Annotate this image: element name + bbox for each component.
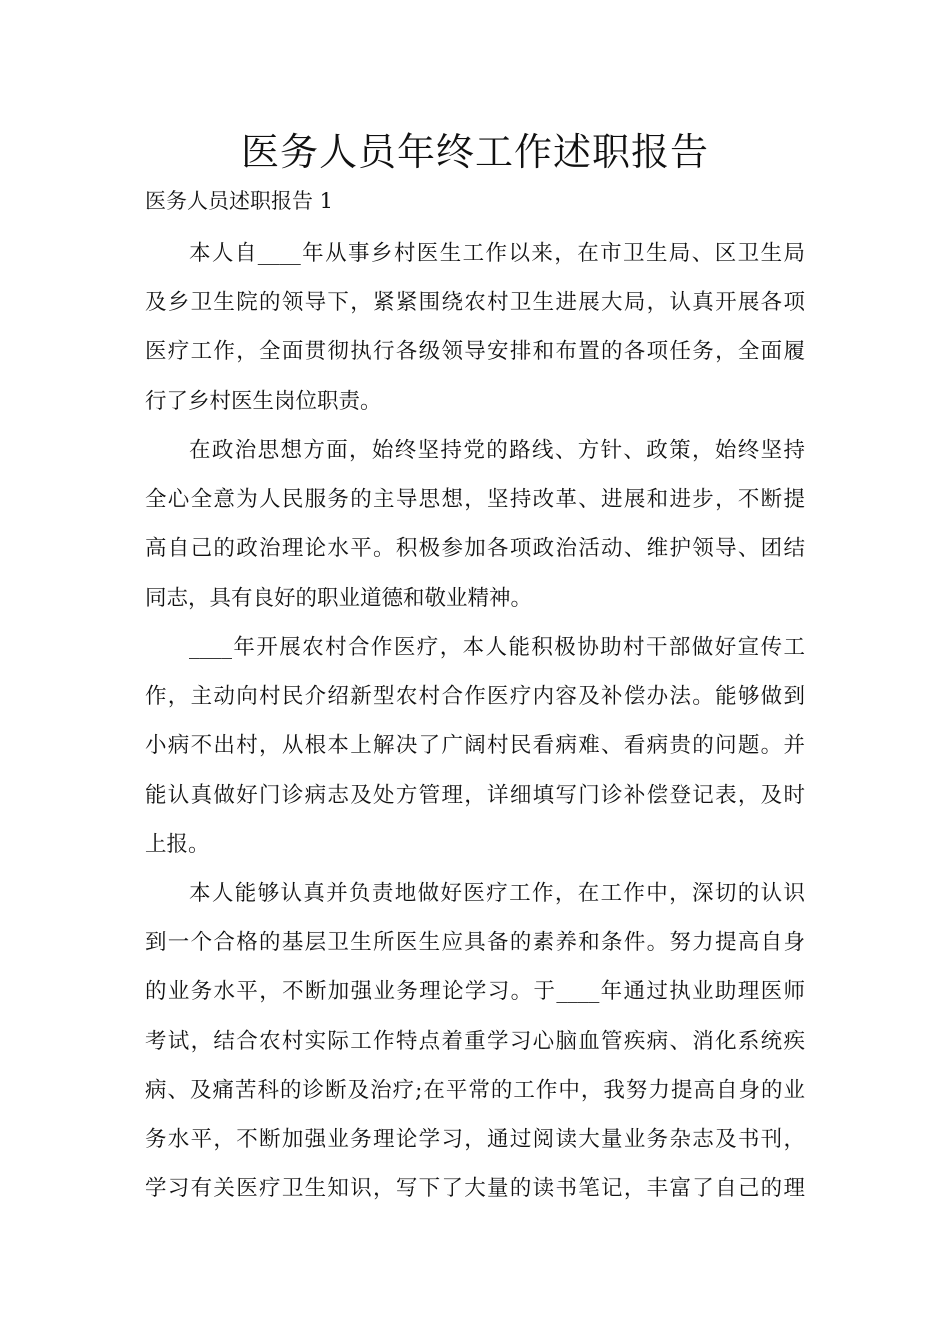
paragraph-line: 及乡卫生院的领导下，紧紧围绕农村卫生进展大局，认真开展各项 [145, 290, 805, 316]
paragraph-1 [145, 229, 805, 426]
paragraph-line: 的业务水平，不断加强业务理论学习。于____年通过执业助理医师 [145, 979, 805, 1005]
paragraph-line: 本人自____年从事乡村医生工作以来，在市卫生局、区卫生局 [189, 241, 805, 266]
paragraph-line: 全心全意为人民服务的主导思想，坚持改革、进展和进步，不断提 [145, 487, 805, 513]
paragraph-line: 学习有关医疗卫生知识，写下了大量的读书笔记，丰富了自己的理 [145, 1176, 805, 1202]
paragraph-line: 上报。 [145, 831, 210, 857]
paragraph-line: 务水平，不断加强业务理论学习，通过阅读大量业务杂志及书刊， [145, 1126, 805, 1152]
paragraph-line: 同志，具有良好的职业道德和敬业精神。 [145, 585, 533, 611]
paragraph-line: ____年开展农村合作医疗，本人能积极协助村干部做好宣传工 [189, 635, 805, 660]
document-title: 医务人员年终工作述职报告 [240, 130, 709, 174]
paragraph-2 [145, 426, 805, 623]
paragraph-line: 病、及痛苦科的诊断及治疗;在平常的工作中，我努力提高自身的业 [145, 1077, 805, 1103]
paragraph-line: 高自己的政治理论水平。积极参加各项政治活动、维护领导、团结 [145, 536, 805, 562]
paragraph-line: 小病不出村，从根本上解决了广阔村民看病难、看病贵的问题。并 [145, 733, 805, 759]
paragraph-3 [145, 623, 805, 869]
paragraph-line: 考试，结合农村实际工作特点着重学习心脑血管疾病、消化系统疾 [145, 1028, 805, 1054]
paragraph-line: 能认真做好门诊病志及处方管理，详细填写门诊补偿登记表，及时 [145, 782, 805, 808]
paragraph-line: 行了乡村医生岗位职责。 [145, 388, 382, 414]
paragraph-line: 在政治思想方面，始终坚持党的路线、方针、政策，始终坚持 [189, 438, 805, 463]
paragraph-line: 作，主动向村民介绍新型农村合作医疗内容及补偿办法。能够做到 [145, 684, 805, 710]
paragraph-line: 到一个合格的基层卫生所医生应具备的素养和条件。努力提高自身 [145, 930, 805, 956]
paragraph-line: 本人能够认真并负责地做好医疗工作，在工作中，深切的认识 [189, 881, 805, 906]
paragraph-4 [145, 869, 805, 1213]
document-subtitle: 医务人员述职报告 1 [145, 189, 334, 213]
paragraph-line: 医疗工作，全面贯彻执行各级领导安排和布置的各项任务，全面履 [145, 339, 805, 365]
